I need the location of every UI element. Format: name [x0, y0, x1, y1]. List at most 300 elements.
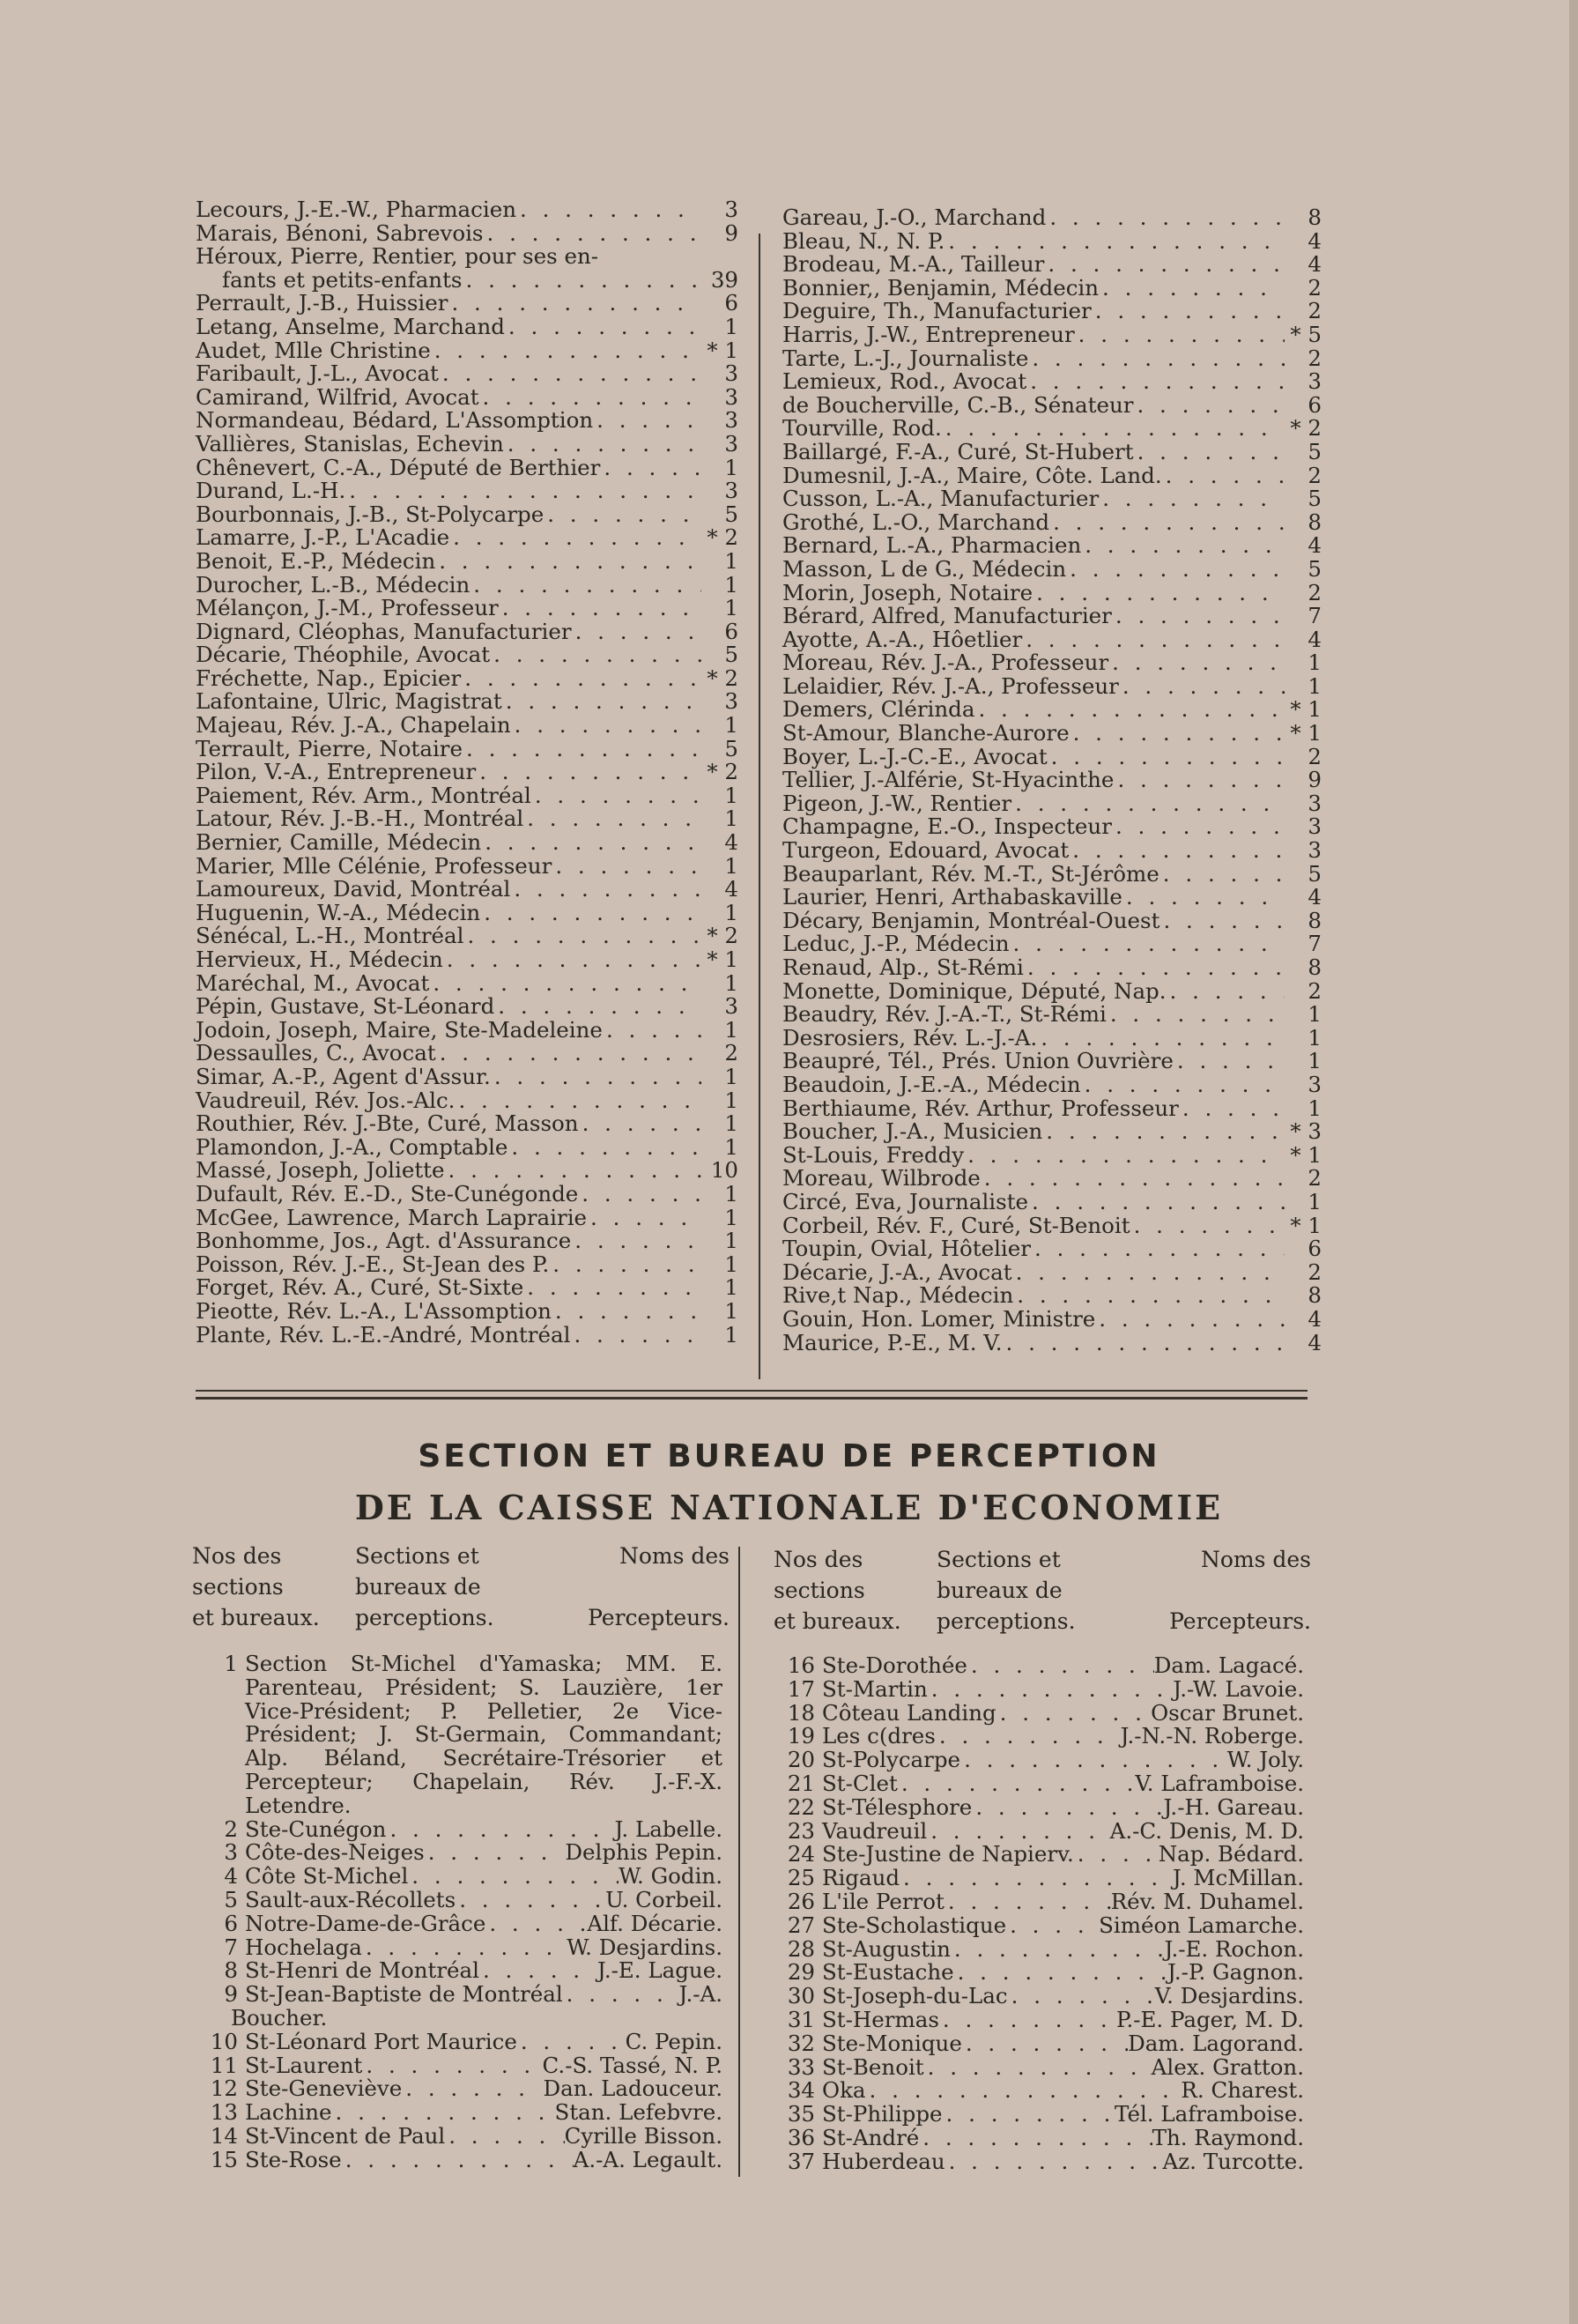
entry-name: Grothé, L.-O., Marchand	[782, 509, 1050, 535]
entry-count: * 2	[707, 524, 738, 551]
leader-dots	[504, 433, 701, 457]
entry-count: 5	[1308, 860, 1322, 887]
percepteur-name: Rév. M. Duhamel.	[1110, 1888, 1304, 1914]
leader-dots	[1031, 1237, 1285, 1261]
section-name: Ste-Monique	[822, 2030, 962, 2056]
entry-count: 1	[724, 1180, 738, 1207]
entry-name: Terrault, Pierre, Notaire	[196, 735, 463, 761]
list-item	[782, 323, 1322, 347]
section-number: 31	[787, 2006, 815, 2032]
entry-name: Toupin, Ovial, Hôtelier	[782, 1236, 1031, 1262]
column-divider-lower	[738, 1547, 740, 2177]
leader-dots	[479, 386, 701, 410]
leader-dots	[1130, 1214, 1285, 1238]
section-name: Sault-aux-Récollets	[245, 1886, 456, 1912]
percepteur-name: Dam. Lagacé.	[1153, 1652, 1304, 1678]
leader-dots	[1042, 1120, 1285, 1144]
entry-name: Moreau, Rév. J.-A., Professeur	[782, 650, 1109, 676]
list-item	[782, 628, 1322, 652]
section-number: 17	[787, 1675, 815, 1702]
table-row	[780, 1935, 1304, 1962]
entry-count: 4	[724, 829, 738, 856]
table-row	[203, 2077, 722, 2101]
leader-dots	[484, 222, 701, 246]
entry-name: Pépin, Gustave, St-Léonard	[196, 993, 495, 1020]
entry-count: 4	[1308, 227, 1322, 254]
leader-dots	[945, 2150, 1163, 2174]
list-item	[196, 995, 738, 1019]
leader-dots	[960, 1749, 1227, 1772]
percepteur-name: V. Desjardins.	[1154, 1983, 1304, 2009]
entry-count: * 1	[707, 947, 738, 972]
entry-name: Lamarre, J.-P., L'Acadie	[196, 524, 450, 551]
entry-count: 1	[1308, 1024, 1322, 1051]
section-1-paragraph: 1 Section St-Michel d'Yamaska; MM. E. Parenteau, Président; S. Lauzière, 1er Vice-Président; P. Pelletier, 2e Vice-Président; J. St-Germain, Commandant; Alp. Béland, Secrétaire-Trésorier et Percepteur; Chapelain, Rév. J.-F.-X. Letendre.	[224, 1651, 722, 1818]
table-row	[203, 2101, 722, 2125]
section-name: St-Vincent de Paul	[245, 2122, 446, 2149]
percepteur-name: Siméon Lamarche.	[1099, 1912, 1304, 1938]
leader-dots	[1092, 300, 1285, 323]
entry-count: * 1	[707, 337, 738, 363]
list-item	[196, 1042, 738, 1065]
entry-name: Perrault, J.-B., Huissier	[196, 290, 448, 316]
entry-name: Plante, Rév. L.-E.-André, Montréal	[196, 1321, 571, 1348]
entry-name: McGee, Lawrence, March Laprairie	[196, 1204, 588, 1230]
entry-name: Héroux, Pierre, Rentier, pour ses en-	[196, 243, 599, 270]
entry-name: Beaudry, Rév. J.-A.-T., St-Rémi	[782, 1001, 1107, 1028]
leader-dots	[951, 1938, 1165, 1962]
entry-name: Vallières, Stanislas, Echevin	[196, 430, 504, 457]
leader-dots	[1022, 628, 1285, 652]
leader-dots	[1026, 370, 1285, 394]
leader-dots	[480, 902, 701, 925]
section-name: Ste-Rose	[245, 2146, 342, 2172]
leader-dots	[511, 714, 701, 738]
section-name: St-Léonard Port Maurice	[245, 2028, 517, 2054]
entry-count: 4	[1308, 532, 1322, 559]
list-item	[782, 1073, 1322, 1097]
leader-dots	[1028, 347, 1285, 371]
list-item	[196, 1253, 738, 1277]
list-item	[196, 690, 738, 714]
table-row	[203, 2028, 722, 2054]
list-item	[782, 1024, 1322, 1051]
entry-count: 2	[1308, 1165, 1322, 1192]
entry-count: 1	[724, 454, 738, 480]
entry-name: Chênevert, C.-A., Député de Berthier	[196, 454, 601, 480]
entry-count: 1	[724, 571, 738, 598]
entry-name: Bonhomme, Jos., Agt. d'Assurance	[196, 1228, 572, 1254]
entry-count: 6	[724, 618, 738, 644]
list-item	[782, 1120, 1322, 1144]
percepteur-name: Dam. Lagorand.	[1128, 2030, 1304, 2056]
leader-dots	[1159, 863, 1285, 887]
leader-dots	[516, 198, 701, 222]
leader-dots	[517, 2031, 626, 2054]
entry-name: Leduc, J.-P., Médecin	[782, 931, 1010, 957]
entry-name: Bernier, Camille, Médecin	[196, 829, 482, 856]
entry-count: 6	[724, 290, 738, 316]
entry-count: * 2	[707, 665, 738, 691]
table-row	[780, 1699, 1304, 1726]
entry-count: 8	[1308, 954, 1322, 980]
table-row	[780, 1867, 1304, 1890]
entry-name: Beaupré, Tél., Prés. Union Ouvrière	[782, 1048, 1174, 1074]
table-row	[780, 2103, 1304, 2127]
table-row	[780, 1772, 1304, 1796]
leader-dots	[942, 417, 1285, 441]
section-number: 5	[224, 1886, 238, 1912]
leader-dots	[919, 2127, 1152, 2150]
entry-name: Marier, Mlle Célénie, Professeur	[196, 852, 552, 879]
entry-count: 5	[1308, 438, 1322, 464]
entry-count: 1	[724, 806, 738, 832]
header-percepteurs: Noms des Percepteurs.	[1169, 1547, 1311, 1634]
leader-dots	[531, 784, 701, 808]
leader-dots	[455, 1089, 701, 1113]
leader-dots	[1122, 886, 1285, 910]
list-item	[782, 1141, 1322, 1168]
table-row	[780, 1675, 1304, 1702]
list-item	[196, 1180, 738, 1207]
entry-count: 1	[724, 1016, 738, 1043]
leader-dots	[1081, 534, 1285, 558]
entry-name: Dignard, Cléophas, Manufacturier	[196, 618, 572, 644]
section-name: St-Martin	[822, 1675, 928, 1702]
percepteur-name: Oscar Brunet.	[1151, 1699, 1304, 1726]
entry-count: 4	[1308, 884, 1322, 910]
subscriber-list-left	[196, 198, 738, 1347]
leader-dots	[1012, 1261, 1285, 1285]
header-sections-bureaux: Sections et bureaux de perceptions.	[937, 1547, 1076, 1634]
entry-name: Bleau, N., N. P.	[782, 227, 945, 254]
entry-name: Demers, Clérinda	[782, 696, 975, 723]
list-item	[782, 534, 1322, 558]
percepteur-name: W. Joly.	[1226, 1747, 1304, 1773]
section-number: 10	[210, 2028, 238, 2054]
section-number: 18	[787, 1699, 815, 1726]
list-item	[196, 313, 738, 339]
entry-name: Baillargé, F.-A., Curé, St-Hubert	[782, 438, 1134, 464]
section-number: 36	[787, 2124, 815, 2150]
percepteur-name: J.-P. Gagnon.	[1167, 1959, 1304, 1986]
entry-count: 3	[724, 478, 738, 504]
list-item	[782, 792, 1322, 816]
leader-dots	[1013, 1284, 1285, 1308]
leader-dots	[485, 1912, 587, 1936]
table-row	[780, 2079, 1304, 2103]
table-row	[780, 1654, 1304, 1678]
list-item	[196, 852, 738, 879]
section-number: 23	[787, 1817, 815, 1844]
entry-name: Simar, A.-P., Agent d'Assur.	[196, 1063, 491, 1089]
section-number: 32	[787, 2030, 815, 2056]
entry-name: Bernard, L.-A., Pharmacien	[782, 532, 1082, 559]
list-item	[782, 815, 1322, 839]
percepteur-name: J.-A.	[678, 1981, 722, 2008]
list-item	[782, 886, 1322, 910]
leader-dots	[463, 924, 701, 948]
list-item	[782, 1214, 1322, 1238]
list-item	[782, 722, 1322, 746]
entry-name: Beauparlant, Rév. M.-T., St-Jérôme	[782, 860, 1159, 887]
entry-name: Berthiaume, Rév. Arthur, Professeur	[782, 1095, 1179, 1121]
table-row	[780, 2124, 1304, 2150]
leader-dots	[439, 362, 701, 386]
entry-count: 1	[724, 1204, 738, 1230]
entry-count: 1	[724, 313, 738, 339]
list-item	[196, 526, 738, 550]
leader-dots	[1006, 1914, 1099, 1938]
leader-dots	[1075, 323, 1285, 347]
leader-dots	[523, 807, 701, 831]
leader-dots	[1159, 910, 1285, 933]
entry-name: Durocher, L.-B., Médecin	[196, 571, 470, 598]
leader-dots	[1011, 792, 1285, 816]
entry-name: Latour, Rév. J.-B.-H., Montréal	[196, 806, 524, 832]
entry-name: Lecours, J.-E.-W., Pharmacien	[196, 197, 516, 222]
leader-dots	[900, 1867, 1173, 1890]
table-row	[780, 1961, 1304, 1985]
list-item	[782, 1261, 1322, 1285]
section-name: St-Eustache	[822, 1959, 954, 1986]
leader-dots	[1112, 605, 1285, 628]
section-number: 22	[787, 1793, 815, 1820]
entry-name: Forget, Rév. A., Curé, St-Sixte	[196, 1274, 524, 1301]
leader-dots	[345, 479, 701, 503]
section-name: St-Hermas	[822, 2006, 939, 2032]
percepteur-name: P.-E. Pager, M. D.	[1115, 2006, 1304, 2032]
list-item	[196, 292, 738, 316]
leader-dots	[1010, 932, 1285, 956]
entry-count: 1	[724, 782, 738, 808]
entry-name: Deguire, Th., Manufacturier	[782, 298, 1092, 324]
percepteur-name: J. McMillan.	[1172, 1865, 1304, 1891]
entry-name: Vaudreuil, Rév. Jos.-Alc.	[196, 1087, 456, 1113]
table-header-right	[774, 1544, 1320, 1641]
table-row	[780, 1890, 1304, 1914]
list-item	[782, 579, 1322, 605]
entry-name: Cusson, L.-A., Manufacturier	[782, 486, 1100, 512]
entry-count: 7	[1308, 603, 1322, 629]
section-name: L'ile Perrot	[822, 1888, 945, 1914]
entry-name: Tellier, J.-Alférie, St-Hyacinthe	[782, 767, 1115, 793]
entry-count: 4	[724, 876, 738, 902]
header-percepteurs: Noms des Percepteurs.	[588, 1543, 730, 1630]
leader-dots	[491, 1065, 701, 1089]
entry-count: 1	[1308, 1188, 1322, 1214]
entry-name: Champagne, E.-O., Inspecteur	[782, 813, 1112, 840]
list-item	[782, 1305, 1322, 1332]
entry-count: 8	[1308, 509, 1322, 535]
leader-dots	[924, 2056, 1152, 2080]
list-item	[782, 438, 1322, 464]
percepteur-name: Dan. Ladouceur.	[543, 2075, 722, 2102]
section-number: 7	[224, 1934, 238, 1960]
list-item	[782, 1003, 1322, 1027]
list-item	[196, 1297, 738, 1324]
leader-dots	[1066, 558, 1285, 582]
list-item	[196, 831, 738, 855]
leader-dots	[448, 292, 701, 316]
percepteur-name: Alex. Gratton.	[1151, 2053, 1304, 2080]
leader-dots	[927, 1820, 1109, 1844]
entry-name: Sénécal, L.-H., Montréal	[196, 923, 464, 949]
leader-dots	[402, 2077, 543, 2101]
leader-dots	[1069, 839, 1285, 863]
page-edge	[1569, 0, 1578, 2324]
table-row	[780, 1725, 1304, 1749]
section-name: Vaudreuil	[822, 1817, 928, 1844]
section-number: 26	[787, 1888, 815, 1914]
list-item	[196, 409, 738, 433]
section-number: 3	[224, 1839, 238, 1866]
entry-count: 2	[1308, 579, 1322, 605]
leader-dots	[510, 878, 701, 902]
percepteur-name: R. Charest.	[1181, 2077, 1304, 2104]
entry-name: Bérard, Alfred, Manufacturier	[782, 603, 1112, 629]
leader-dots	[570, 1324, 701, 1348]
section-title: SECTION ET BUREAU DE PERCEPTION	[418, 1438, 1160, 1474]
entry-count: 3	[724, 993, 738, 1020]
table-row	[780, 1914, 1304, 1938]
list-item	[196, 784, 738, 808]
leader-dots	[1008, 1985, 1155, 2008]
table-row	[780, 2053, 1304, 2080]
entry-count: 3	[1308, 837, 1322, 864]
list-item	[782, 1050, 1322, 1073]
entry-name: Morin, Joseph, Notaire	[782, 579, 1033, 605]
section-number: 8	[224, 1957, 238, 1984]
entry-name: Moreau, Wilbrode	[782, 1165, 981, 1192]
section-number: 24	[787, 1841, 815, 1867]
entry-count: 2	[1308, 462, 1322, 488]
leader-dots	[1003, 1332, 1285, 1355]
entry-count: 10	[710, 1157, 738, 1184]
section-name: St-Laurent	[245, 2052, 363, 2078]
entry-count: * 5	[1290, 321, 1322, 347]
percepteur-name: U. Corbeil.	[605, 1886, 722, 1912]
leader-dots	[603, 1019, 701, 1043]
list-item	[782, 977, 1322, 1004]
leader-dots	[593, 409, 701, 433]
entry-name: Routhier, Rév. J.-Bte, Curé, Masson	[196, 1110, 579, 1137]
entry-count: 1	[1308, 672, 1322, 699]
entry-count: 1	[724, 1274, 738, 1301]
entry-name: Turgeon, Edouard, Avocat	[782, 837, 1070, 864]
entry-count: 1	[724, 712, 738, 739]
entry-count: 8	[1308, 204, 1322, 230]
leader-dots	[1162, 464, 1285, 488]
list-item	[196, 924, 738, 948]
leader-dots	[972, 1796, 1163, 1820]
list-item	[782, 1237, 1322, 1261]
entry-count: 1	[1308, 1048, 1322, 1074]
leader-dots	[507, 1136, 701, 1160]
entry-name: St-Amour, Blanche-Aurore	[782, 720, 1070, 746]
entry-name: Durand, L.-H.	[196, 478, 346, 504]
leader-dots	[479, 1959, 597, 1983]
entry-name: Massé, Joseph, Joliette	[196, 1157, 445, 1184]
leader-dots	[502, 690, 701, 714]
list-item	[196, 969, 738, 996]
entry-name: Majeau, Rév. J.-A., Chapelain	[196, 712, 511, 739]
leader-dots	[443, 948, 701, 972]
leader-dots	[898, 1772, 1136, 1796]
section-name: Boucher.	[231, 2004, 328, 2031]
entry-name: Masson, L de G., Médecin	[782, 555, 1067, 582]
entry-count: 2	[1308, 345, 1322, 371]
leader-dots	[1095, 1308, 1285, 1332]
list-item	[196, 807, 738, 831]
entry-name: Lemieux, Rod., Avocat	[782, 368, 1027, 395]
entry-name: Boucher, J.-A., Musicien	[782, 1118, 1043, 1145]
entry-count: 1	[1308, 1095, 1322, 1121]
entry-count: 3	[724, 197, 738, 222]
section-name: Côte-des-Neiges	[245, 1839, 425, 1866]
leader-dots	[425, 1841, 566, 1865]
table-row	[780, 1793, 1304, 1820]
section-name: Ste-Dorothée	[822, 1652, 967, 1678]
entry-name: Brodeau, M.-A., Tailleur	[782, 251, 1045, 278]
table-row	[780, 2008, 1304, 2032]
table-header-left	[192, 1541, 738, 1637]
table-row	[203, 2146, 722, 2172]
percepteur-name: Tél. Laframboise.	[1115, 2101, 1304, 2127]
entry-count: 1	[724, 1251, 738, 1277]
entry-count: 1	[724, 1133, 738, 1160]
list-item	[196, 362, 738, 386]
entry-count: 4	[1308, 1329, 1322, 1355]
entry-count: 2	[1308, 977, 1322, 1004]
section-name: Notre-Dame-de-Grâce	[245, 1910, 486, 1936]
entry-name: Mélançon, J.-M., Professeur	[196, 595, 499, 621]
leader-dots	[954, 1961, 1167, 1985]
entry-name: Lelaidier, Rév. J.-A., Professeur	[782, 672, 1119, 699]
leader-dots	[552, 1300, 701, 1324]
entry-name: Plamondon, J.-A., Comptable	[196, 1133, 508, 1160]
entry-name: fants et petits-enfants	[222, 266, 463, 293]
entry-name: Benoit, E.-P., Médecin	[196, 547, 436, 574]
entry-name: Décarie, J.-A., Avocat	[782, 1259, 1012, 1285]
entry-name: Circé, Eva, Journaliste	[782, 1188, 1029, 1214]
leader-dots	[362, 2054, 542, 2078]
section-number: 13	[210, 2099, 238, 2126]
percepteur-name: Cyrille Bisson.	[564, 2122, 722, 2149]
entry-name: de Boucherville, C.-B., Sénateur	[782, 391, 1134, 418]
list-item	[782, 860, 1322, 887]
list-item	[782, 464, 1322, 488]
entry-name: Fréchette, Nap., Epicier	[196, 665, 462, 691]
section-number: 37	[787, 2148, 815, 2174]
leader-dots	[936, 1725, 1121, 1749]
leader-dots	[1081, 1073, 1285, 1097]
leader-dots	[962, 2032, 1128, 2056]
list-item	[782, 555, 1322, 582]
leader-dots	[435, 550, 701, 574]
list-item	[196, 1133, 738, 1160]
leader-dots	[945, 230, 1285, 254]
entry-count: 1	[724, 1110, 738, 1137]
entry-name: Maurice, P.-E., M. V.	[782, 1329, 1003, 1355]
entry-name: Jodoin, Joseph, Maire, Ste-Madeleine	[196, 1016, 603, 1043]
entry-count: * 2	[707, 759, 738, 785]
entry-count: 3	[724, 430, 738, 457]
leader-dots	[1114, 768, 1285, 792]
leader-dots	[1033, 582, 1285, 605]
entry-name: Pigeon, J.-W., Rentier	[782, 790, 1012, 816]
entry-count: 5	[1308, 486, 1322, 512]
